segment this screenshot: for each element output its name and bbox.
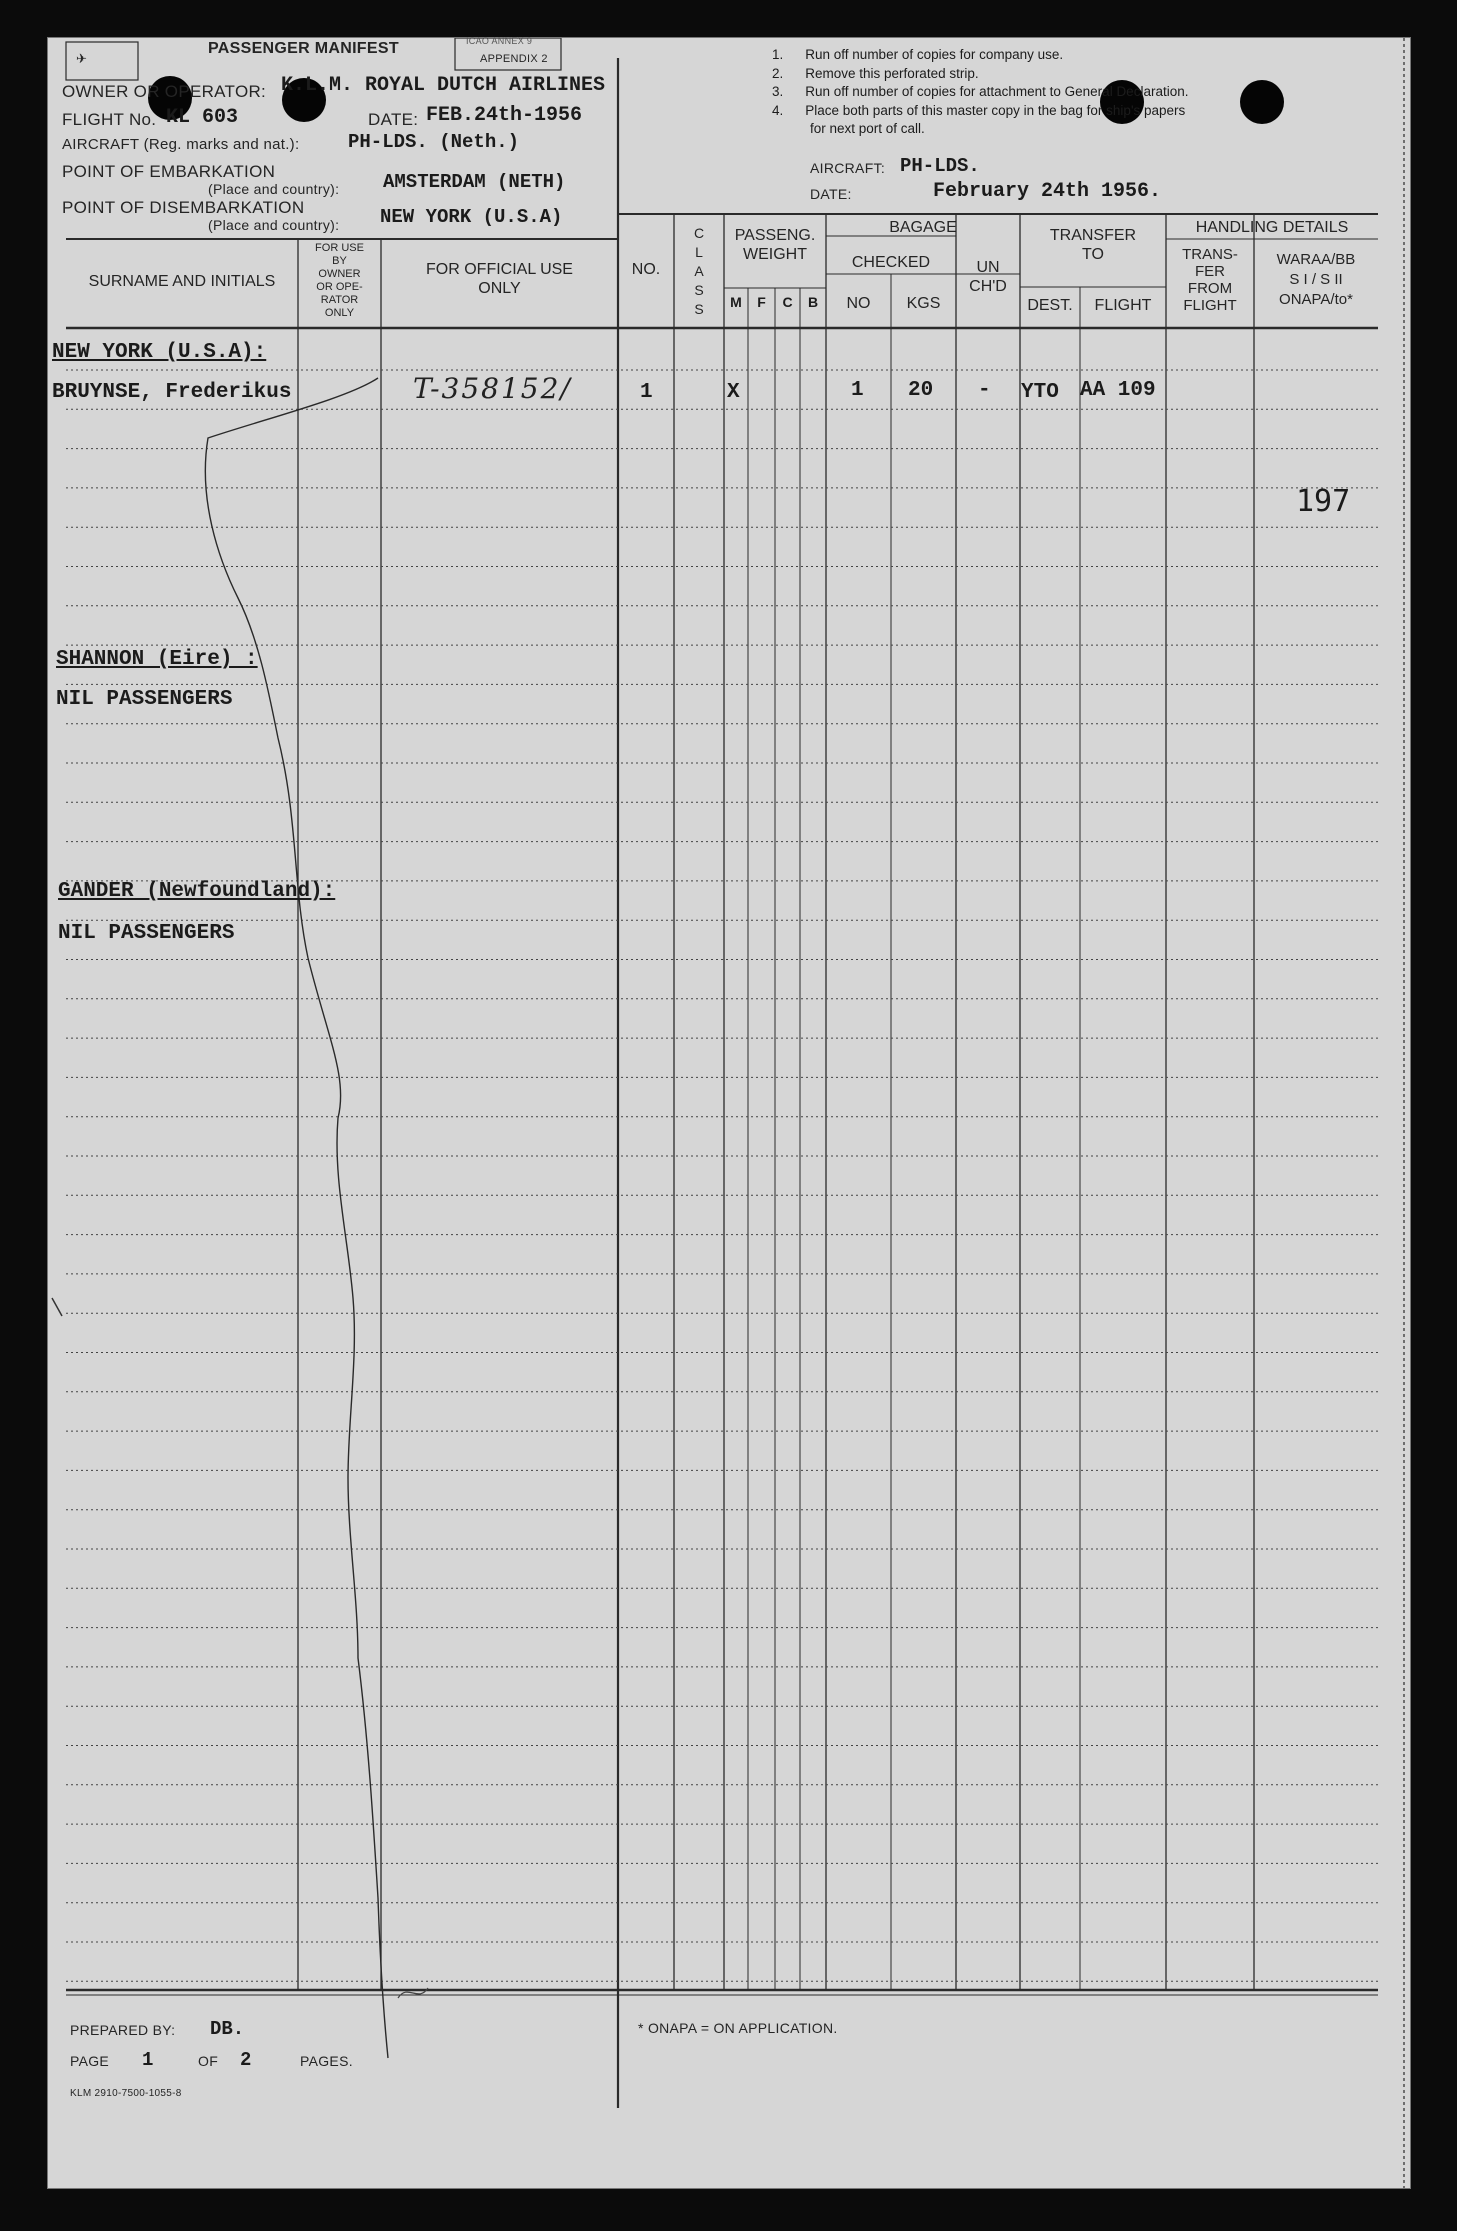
instruction-num: 3. bbox=[772, 84, 784, 99]
aircraft-value: PH-LDS. (Neth.) bbox=[348, 131, 520, 153]
page-number: 1 bbox=[142, 2049, 154, 2071]
instruction-text: for next port of call. bbox=[810, 121, 925, 136]
col-no: NO. bbox=[631, 261, 661, 278]
form-title: PASSENGER MANIFEST bbox=[208, 40, 399, 57]
annex-line1: ICAO ANNEX 9 bbox=[466, 36, 533, 46]
pages-label: PAGES. bbox=[300, 2053, 353, 2069]
instruction-text: Remove this perforated strip. bbox=[805, 65, 979, 81]
flight-value: KL 603 bbox=[166, 106, 239, 129]
col-weight-sub: M F C B bbox=[730, 294, 819, 310]
stop-header-gander: GANDER (Newfoundland): bbox=[58, 880, 336, 903]
col-dest: DEST. bbox=[1027, 297, 1073, 314]
annex-line2: APPENDIX 2 bbox=[480, 53, 548, 65]
instruction-text: Place both parts of this master copy in the bag for ship's papers bbox=[805, 102, 1186, 118]
disembark-label: POINT OF DISEMBARKATION bbox=[62, 198, 305, 217]
instruction-num: 2. bbox=[772, 65, 784, 81]
embark-value: AMSTERDAM (NETH) bbox=[383, 171, 566, 193]
date-label: DATE: bbox=[368, 110, 419, 129]
col-unchd: UN CH'D bbox=[969, 259, 1007, 295]
owner-label: OWNER OR OPERATOR: bbox=[62, 82, 267, 101]
manifest-sheet bbox=[48, 38, 1410, 2188]
page-label: PAGE bbox=[70, 2053, 110, 2069]
col-baggage: BAGAGE bbox=[889, 219, 957, 236]
date-value: FEB.24th-1956 bbox=[426, 104, 583, 127]
instr-aircraft-value: PH-LDS. bbox=[900, 155, 980, 177]
flight-label: FLIGHT No. bbox=[62, 110, 157, 129]
passenger-transfer-dest: YTO bbox=[1021, 381, 1059, 404]
col-checked-no: NO bbox=[846, 295, 871, 312]
passenger-bag-no: 1 bbox=[851, 379, 864, 402]
stop-header-new-york: NEW YORK (U.S.A): bbox=[52, 341, 267, 364]
passenger-bag-kgs: 20 bbox=[908, 379, 934, 402]
col-transfer-from: TRANS- FER FROM FLIGHT bbox=[1182, 246, 1238, 314]
col-transfer: TRANSFER TO bbox=[1049, 227, 1137, 263]
form-code: KLM 2910-7500-1055-8 bbox=[70, 2088, 182, 2099]
col-surname: SURNAME AND INITIALS bbox=[88, 273, 276, 290]
embark-sub: (Place and country): bbox=[208, 181, 340, 197]
prepared-by-label: PREPARED BY: bbox=[70, 2022, 176, 2038]
col-flight: FLIGHT bbox=[1094, 297, 1152, 314]
col-weight: PASSENG. WEIGHT bbox=[734, 227, 816, 263]
col-class: C L A S S bbox=[693, 225, 705, 317]
passenger-official-number: T-358152/ bbox=[413, 372, 572, 405]
owner-value: K.L.M. ROYAL DUTCH AIRLINES bbox=[281, 74, 606, 97]
pen-stroke bbox=[205, 378, 388, 2058]
embark-label: POINT OF EMBARKATION bbox=[62, 162, 276, 181]
col-waraa: WARAA/BB S I / S II ONAPA/to* bbox=[1276, 251, 1356, 308]
col-owner-use: FOR USE BY OWNER OR OPE- RATOR ONLY bbox=[315, 242, 364, 319]
instr-date-value: February 24th 1956. bbox=[933, 180, 1162, 203]
aircraft-label: AIRCRAFT (Reg. marks and nat.): bbox=[62, 136, 300, 153]
disembark-sub: (Place and country): bbox=[208, 217, 340, 233]
stop-header-shannon: SHANNON (Eire) : bbox=[56, 648, 258, 671]
stamp-number: 197 bbox=[1296, 484, 1351, 519]
page-total: 2 bbox=[240, 2049, 252, 2071]
instruction-num: 4. bbox=[772, 102, 784, 118]
col-checked: CHECKED bbox=[851, 254, 931, 271]
gander-nil-passengers: NIL PASSENGERS bbox=[58, 922, 235, 945]
airline-logo-icon: ✈ bbox=[76, 51, 88, 66]
instruction-num: 1. bbox=[772, 47, 784, 62]
passenger-transfer-flight: AA 109 bbox=[1080, 379, 1156, 402]
passenger-no: 1 bbox=[640, 381, 653, 404]
instr-aircraft-label: AIRCRAFT: bbox=[810, 160, 886, 176]
prepared-by-value: DB. bbox=[210, 2018, 245, 2040]
col-checked-kgs: KGS bbox=[906, 295, 941, 312]
passenger-name: BRUYNSE, Frederikus bbox=[52, 381, 292, 404]
shannon-nil-passengers: NIL PASSENGERS bbox=[56, 688, 233, 711]
passenger-unchd: - bbox=[978, 379, 991, 402]
disembark-value: NEW YORK (U.S.A) bbox=[380, 206, 563, 228]
instr-date-label: DATE: bbox=[810, 186, 852, 202]
instruction-text: Run off number of copies for company use. bbox=[805, 47, 1064, 62]
col-handling: HANDLING DETAILS bbox=[1195, 219, 1349, 236]
instructions-list bbox=[772, 46, 1392, 139]
passenger-weight-mark: X bbox=[727, 381, 740, 404]
of-label: OF bbox=[198, 2053, 219, 2069]
row-guides bbox=[66, 370, 1378, 1981]
onapa-note: * ONAPA = ON APPLICATION. bbox=[638, 2020, 838, 2036]
col-official: FOR OFFICIAL USE ONLY bbox=[426, 261, 573, 297]
instruction-text: Run off number of copies for attachment to General Declaration. bbox=[805, 84, 1189, 99]
